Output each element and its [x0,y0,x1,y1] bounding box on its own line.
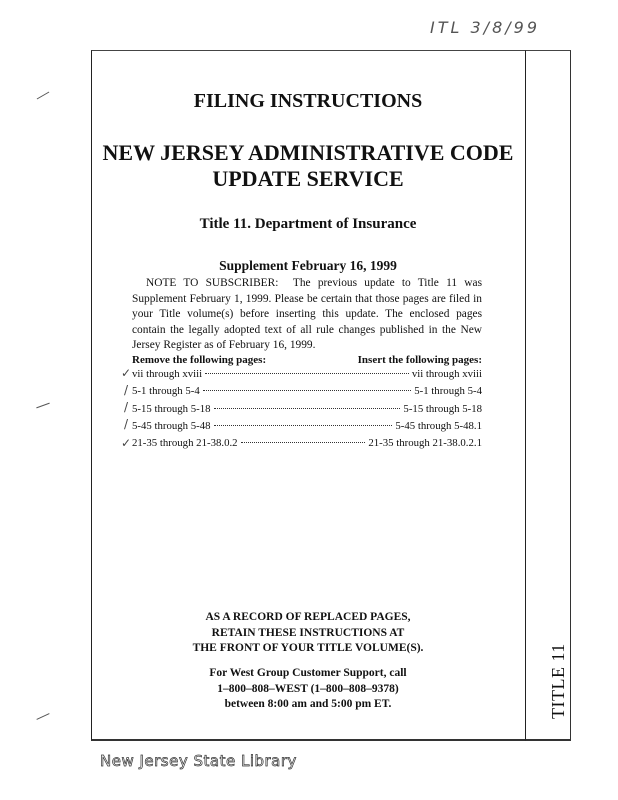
remove-pages: 5-45 through 5-48 [132,419,211,432]
handwritten-checkmark-icon: ✓ [121,436,132,450]
record-notice-line3: THE FRONT OF YOUR TITLE VOLUME(S). [192,642,424,655]
handwritten-checkmark-icon: / [124,383,129,397]
insert-pages: 21-35 through 21-38.0.2.1 [368,437,482,450]
support-line2: 1–800–808–WEST (1–800–808–9378) [217,682,399,695]
supplement-line: Supplement February 16, 1999 [219,258,397,273]
margin-mark [37,92,50,100]
note-body: The previous update to Title 11 was Supplement February 1, 1999. Please be certain that those pages are filed in your Title volume(s) before inserting this update. The enclosed pages contain the legally adopted text of all rule changes published in the New Jersey Register as of February 16, 1999. [132,277,482,352]
record-notice-line1: AS A RECORD OF REPLACED PAGES, [205,611,411,623]
page-replacement-table [132,368,482,454]
leader-dots [203,390,411,391]
code-title-line1: NEW JERSEY ADMINISTRATIVE CODE [102,140,514,165]
insert-pages: 5-15 through 5-18 [403,402,482,415]
margin-mark [36,403,49,409]
insert-pages: vii through xviii [411,368,482,380]
leader-dots [214,408,401,409]
table-row [132,420,482,437]
handwritten-checkmark-icon: / [124,417,129,431]
table-row [132,437,482,454]
insert-pages: 5-1 through 5-4 [414,385,482,398]
margin-mark [36,713,49,720]
title-line: Title 11. Department of Insurance [199,216,417,232]
table-row [132,403,482,420]
remove-header: Remove the following pages: [132,354,267,366]
handwritten-checkmark-icon: ✓ [121,366,132,380]
remove-pages: 21-35 through 21-38.0.2 [132,437,238,450]
support-line3: between 8:00 am and 5:00 pm ET. [224,698,392,711]
remove-pages: 5-15 through 5-18 [132,402,211,415]
side-tab [525,50,571,741]
note-to-subscriber [132,276,482,354]
remove-pages: 5-1 through 5-4 [132,385,200,398]
library-stamp: New Jersey State Library [100,752,297,770]
table-row [132,385,482,402]
support-line1: For West Group Customer Support, call [209,667,407,679]
code-title-line2: UPDATE SERVICE [212,166,404,191]
table-header [132,354,482,366]
record-notice-line2: RETAIN THESE INSTRUCTIONS AT [211,626,405,639]
customer-support [91,666,525,713]
handwritten-checkmark-icon: / [124,400,129,414]
side-tab-label: TITLE 11 [548,643,568,719]
insert-pages: 5-45 through 5-48.1 [395,419,482,432]
code-title [91,140,525,192]
handwritten-note: ITL 3/8/99 [430,18,540,37]
leader-dots [214,425,393,426]
leader-dots [241,442,366,443]
note-lead: NOTE TO SUBSCRIBER: [146,277,279,289]
insert-header: Insert the following pages: [357,354,482,366]
remove-pages: vii through xviii [132,368,203,380]
leader-dots [205,373,409,374]
record-notice [91,610,525,657]
table-row [132,368,482,385]
heading: FILING INSTRUCTIONS [193,90,423,112]
